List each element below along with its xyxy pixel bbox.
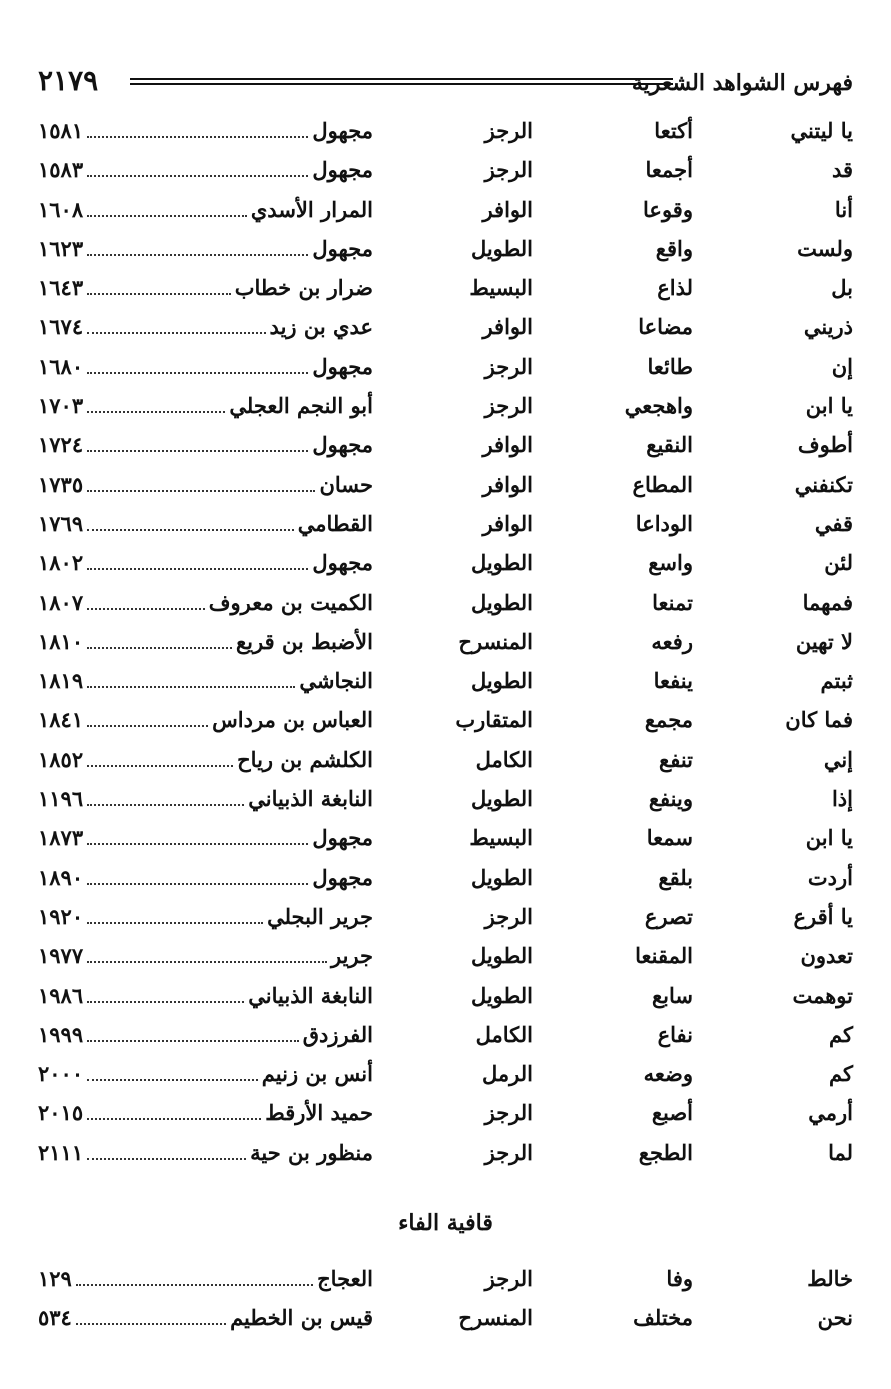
leader-dots	[87, 476, 315, 492]
poet-and-page	[38, 943, 373, 968]
rhyme-word: أكتعا	[654, 118, 693, 143]
poet-and-page	[38, 983, 373, 1008]
poet-name: الكميت بن معروف	[208, 589, 373, 615]
poet-and-page	[38, 668, 373, 693]
page-reference: ١٢٩	[38, 1266, 72, 1291]
rhyme-word: النقيع	[646, 432, 693, 458]
leader-dots	[87, 358, 308, 374]
page-number: ٢١٧٩	[38, 64, 99, 97]
leader-dots	[87, 751, 233, 767]
rhyme-word: المقنعا	[635, 943, 693, 969]
poet-name: الفرزدق	[302, 1021, 373, 1047]
poet-name: مجهول	[312, 235, 373, 261]
index-row	[38, 1299, 853, 1338]
verse-start: إني	[823, 746, 853, 772]
poet-name: النجاشي	[299, 668, 373, 694]
leader-dots	[87, 1104, 261, 1120]
leader-dots	[87, 908, 263, 924]
index-row	[38, 426, 853, 465]
poet-name: مجهول	[312, 864, 373, 890]
poet-and-page	[38, 786, 373, 811]
index-row	[38, 348, 853, 387]
index-row	[38, 977, 853, 1016]
poet-name: مجهول	[312, 118, 373, 143]
leader-dots	[87, 279, 231, 295]
page-reference: ١٨١٩	[38, 668, 84, 694]
page-reference: ١٦٢٣	[38, 235, 84, 261]
rhyme-word: تمنعا	[652, 589, 693, 615]
index-row	[38, 505, 853, 544]
meter: المنسرح	[458, 628, 533, 654]
poet-name: المرار الأسدي	[250, 196, 373, 222]
meter: الطويل	[470, 589, 533, 615]
poet-and-page	[38, 590, 373, 615]
leader-dots	[87, 318, 265, 334]
index-row	[38, 937, 853, 976]
leader-dots	[87, 1144, 246, 1160]
header-double-rule	[130, 78, 673, 85]
poet-and-page	[38, 1100, 373, 1125]
verse-start: خالط	[807, 1266, 853, 1291]
poet-and-page	[38, 1266, 373, 1291]
rhyme-word: أجمعا	[645, 157, 693, 183]
poet-name: جرير	[331, 943, 373, 969]
poet-and-page	[38, 275, 373, 300]
index-list	[38, 112, 853, 1173]
page-reference: ١٥٨٣	[38, 157, 84, 183]
poet-and-page	[38, 472, 373, 497]
poet-and-page	[38, 393, 373, 418]
index-row	[38, 112, 853, 151]
rhyme-word: تنفع	[659, 746, 693, 772]
poet-name: ضرار بن خطاب	[234, 275, 373, 301]
page-reference: ٢١١١	[38, 1139, 84, 1165]
index-row	[38, 819, 853, 858]
verse-start: يا أقرع	[793, 903, 853, 929]
poet-name: العباس بن مرداس	[212, 707, 373, 733]
meter: المنسرح	[458, 1305, 533, 1331]
rhyme-word: وفا	[666, 1266, 693, 1291]
leader-dots	[87, 397, 225, 413]
meter: الطويل	[470, 786, 533, 812]
rhyme-word: ينفعا	[653, 668, 693, 694]
rhyme-word: سابع	[651, 982, 693, 1008]
leader-dots	[87, 554, 308, 570]
poet-name: العجاج	[317, 1266, 373, 1291]
rhyme-word: مضاعا	[638, 314, 693, 340]
poet-name: الأضبط بن قريع	[235, 628, 373, 654]
poet-name: النابغة الذبياني	[248, 982, 373, 1008]
index-row	[38, 780, 853, 819]
poet-and-page	[38, 904, 373, 929]
verse-start: يا ليتني	[790, 118, 853, 143]
meter: الرجز	[484, 118, 533, 143]
verse-start: لا تهين	[795, 628, 853, 654]
index-row	[38, 230, 853, 269]
meter: الطويل	[470, 235, 533, 261]
leader-dots	[87, 829, 308, 845]
meter: الوافر	[482, 471, 533, 497]
index-row	[38, 151, 853, 190]
index-row	[38, 1260, 853, 1299]
index-row	[38, 308, 853, 347]
verse-start: فما كان	[785, 707, 853, 733]
meter: الوافر	[482, 196, 533, 222]
index-row	[38, 269, 853, 308]
rhyme-word: رفعه	[651, 628, 693, 654]
poet-and-page	[38, 1305, 373, 1330]
index-row	[38, 898, 853, 937]
poet-and-page	[38, 1022, 373, 1047]
poet-and-page	[38, 865, 373, 890]
poet-and-page	[38, 825, 373, 850]
leader-dots	[87, 672, 295, 688]
index-row	[38, 1055, 853, 1094]
leader-dots	[87, 987, 244, 1003]
page-reference: ١٨٧٣	[38, 825, 84, 851]
meter: البسيط	[469, 275, 533, 301]
page-reference: ١٦٧٤	[38, 314, 84, 340]
page-reference: ١١٩٦	[38, 786, 84, 812]
page-reference: ١٨٠٢	[38, 550, 84, 576]
leader-dots	[87, 790, 244, 806]
page-reference: ١٦٨٠	[38, 353, 84, 379]
poet-name: الكلشم بن رياح	[237, 746, 373, 772]
verse-start: أنا	[834, 196, 853, 222]
leader-dots	[87, 1065, 258, 1081]
leader-dots	[76, 1309, 226, 1325]
poet-name: مجهول	[312, 157, 373, 183]
page-reference: ١٨٥٢	[38, 746, 84, 772]
verse-start: ذريني	[803, 314, 853, 340]
verse-start: إن	[831, 353, 853, 379]
poet-name: منظور بن حية	[250, 1139, 373, 1165]
index-row	[38, 387, 853, 426]
leader-dots	[87, 201, 247, 217]
page-reference: ١٩٢٠	[38, 903, 84, 929]
page-reference: ٢٠٠٠	[38, 1061, 84, 1087]
verse-start: بل	[831, 275, 853, 301]
meter: الطويل	[470, 982, 533, 1008]
meter: الوافر	[482, 510, 533, 536]
meter: الطويل	[470, 550, 533, 576]
poet-and-page	[38, 707, 373, 732]
section-title: قافية الفاء	[398, 1210, 493, 1236]
verse-start: تعدون	[800, 943, 853, 969]
leader-dots	[87, 947, 327, 963]
meter: الرجز	[484, 353, 533, 379]
index-row	[38, 584, 853, 623]
poet-and-page	[38, 118, 373, 143]
index-row	[38, 859, 853, 898]
meter: الرجز	[484, 157, 533, 183]
rhyme-word: بلقع	[658, 864, 693, 890]
leader-dots	[87, 1026, 299, 1042]
index-row	[38, 1134, 853, 1173]
verse-start: ولست	[797, 235, 853, 261]
leader-dots	[87, 869, 308, 885]
index-row	[38, 741, 853, 780]
index-row	[38, 544, 853, 583]
poet-and-page	[38, 550, 373, 575]
page-reference: ٢٠١٥	[38, 1100, 84, 1126]
rhyme-word: سمعا	[646, 825, 693, 851]
poet-and-page	[38, 354, 373, 379]
verse-start: أردت	[807, 864, 853, 890]
rhyme-word: الطجع	[638, 1139, 693, 1165]
poet-and-page	[38, 511, 373, 536]
meter: الطويل	[470, 864, 533, 890]
verse-start: يا ابن	[805, 393, 853, 419]
rhyme-word: مختلف	[633, 1305, 693, 1331]
verse-start: قد	[831, 157, 853, 183]
rhyme-word: تصرع	[644, 903, 693, 929]
page-reference: ١٨٩٠	[38, 864, 84, 890]
leader-dots	[87, 711, 208, 727]
page-reference: ١٨٤١	[38, 707, 84, 733]
verse-start: يا ابن	[805, 825, 853, 851]
page-reference: ١٧٣٥	[38, 471, 84, 497]
poet-and-page	[38, 1140, 373, 1165]
index-row	[38, 191, 853, 230]
poet-and-page	[38, 747, 373, 772]
poet-name: حسان	[319, 471, 373, 497]
index-row	[38, 701, 853, 740]
poet-and-page	[38, 197, 373, 222]
poet-and-page	[38, 629, 373, 654]
index-row	[38, 1094, 853, 1133]
meter: الكامل	[475, 746, 533, 772]
section-index-list	[38, 1260, 853, 1339]
page-reference: ١٦٤٣	[38, 275, 84, 301]
rhyme-word: مجمع	[644, 707, 693, 733]
verse-start: أطوف	[797, 432, 853, 458]
page-reference: ١٩٧٧	[38, 943, 84, 969]
rhyme-word: وضعه	[643, 1061, 693, 1087]
verse-start: لما	[828, 1139, 853, 1165]
meter: الرمل	[482, 1061, 533, 1087]
poet-name: القطامي	[297, 510, 373, 536]
page-reference: ١٦٠٨	[38, 196, 84, 222]
verse-start: كم	[829, 1061, 853, 1087]
index-row	[38, 662, 853, 701]
poet-name: جرير البجلي	[267, 903, 373, 929]
poet-name: مجهول	[312, 825, 373, 851]
meter: الطويل	[470, 668, 533, 694]
verse-start: لئن	[824, 550, 853, 576]
index-row	[38, 623, 853, 662]
poet-name: النابغة الذبياني	[248, 786, 373, 812]
meter: البسيط	[469, 825, 533, 851]
verse-start: إذا	[831, 786, 853, 812]
poet-and-page	[38, 1061, 373, 1086]
rhyme-word: طائعا	[647, 353, 693, 379]
page-reference: ١٩٨٦	[38, 982, 84, 1008]
rhyme-word: وقوعا	[643, 196, 693, 222]
page-reference: ١٩٩٩	[38, 1021, 84, 1047]
meter: الطويل	[470, 943, 533, 969]
rhyme-word: واسع	[648, 550, 693, 576]
poet-name: مجهول	[312, 432, 373, 458]
verse-start: أرمي	[808, 1100, 853, 1126]
leader-dots	[76, 1270, 313, 1286]
index-row	[38, 466, 853, 505]
meter: الرجز	[484, 1100, 533, 1126]
page-reference: ١٧٠٣	[38, 393, 84, 419]
rhyme-word: نفاع	[657, 1021, 693, 1047]
verse-start: تكنفني	[794, 471, 853, 497]
poet-name: مجهول	[312, 353, 373, 379]
meter: المتقارب	[455, 707, 533, 733]
page-reference: ١٨١٠	[38, 628, 84, 654]
leader-dots	[87, 594, 205, 610]
poet-name: أبو النجم العجلي	[229, 393, 373, 419]
verse-start: نحن	[817, 1305, 853, 1331]
page-reference: ٥٣٤	[38, 1305, 72, 1331]
page-header	[38, 62, 853, 102]
rhyme-word: لذاع	[657, 275, 693, 301]
poet-and-page	[38, 236, 373, 261]
leader-dots	[87, 633, 232, 649]
poet-name: قيس بن الخطيم	[230, 1305, 373, 1331]
rhyme-word: واهجعي	[624, 393, 693, 419]
rhyme-word: أصبع	[651, 1100, 693, 1126]
page-reference: ١٥٨١	[38, 118, 84, 143]
verse-start: كم	[829, 1021, 853, 1047]
verse-start: ثبتم	[820, 668, 853, 694]
rhyme-word: المطاع	[632, 471, 693, 497]
index-row	[38, 1016, 853, 1055]
leader-dots	[87, 122, 308, 138]
poet-name: مجهول	[312, 550, 373, 576]
meter: الرجز	[484, 393, 533, 419]
poet-and-page	[38, 432, 373, 457]
poet-and-page	[38, 157, 373, 182]
leader-dots	[87, 515, 294, 531]
page-reference: ١٨٠٧	[38, 589, 84, 615]
page-reference: ١٧٦٩	[38, 510, 84, 536]
leader-dots	[87, 436, 308, 452]
poet-and-page	[38, 314, 373, 339]
leader-dots	[87, 240, 308, 256]
meter: الوافر	[482, 432, 533, 458]
meter: الرجز	[484, 1266, 533, 1291]
header-title: فهرس الشواهد الشعرية	[631, 70, 853, 96]
verse-start: فمهما	[802, 589, 853, 615]
poet-name: حميد الأرقط	[265, 1100, 373, 1126]
leader-dots	[87, 161, 308, 177]
meter: الكامل	[475, 1021, 533, 1047]
rhyme-word: الوداعا	[635, 510, 693, 536]
meter: الوافر	[482, 314, 533, 340]
meter: الرجز	[484, 1139, 533, 1165]
poet-name: أنس بن زنيم	[261, 1061, 373, 1087]
meter: الرجز	[484, 903, 533, 929]
page-reference: ١٧٢٤	[38, 432, 84, 458]
verse-start: توهمت	[792, 982, 853, 1008]
poet-name: عدي بن زيد	[269, 314, 373, 340]
rhyme-word: واقع	[655, 235, 693, 261]
verse-start: قفي	[814, 510, 853, 536]
rhyme-word: وينفع	[648, 786, 693, 812]
